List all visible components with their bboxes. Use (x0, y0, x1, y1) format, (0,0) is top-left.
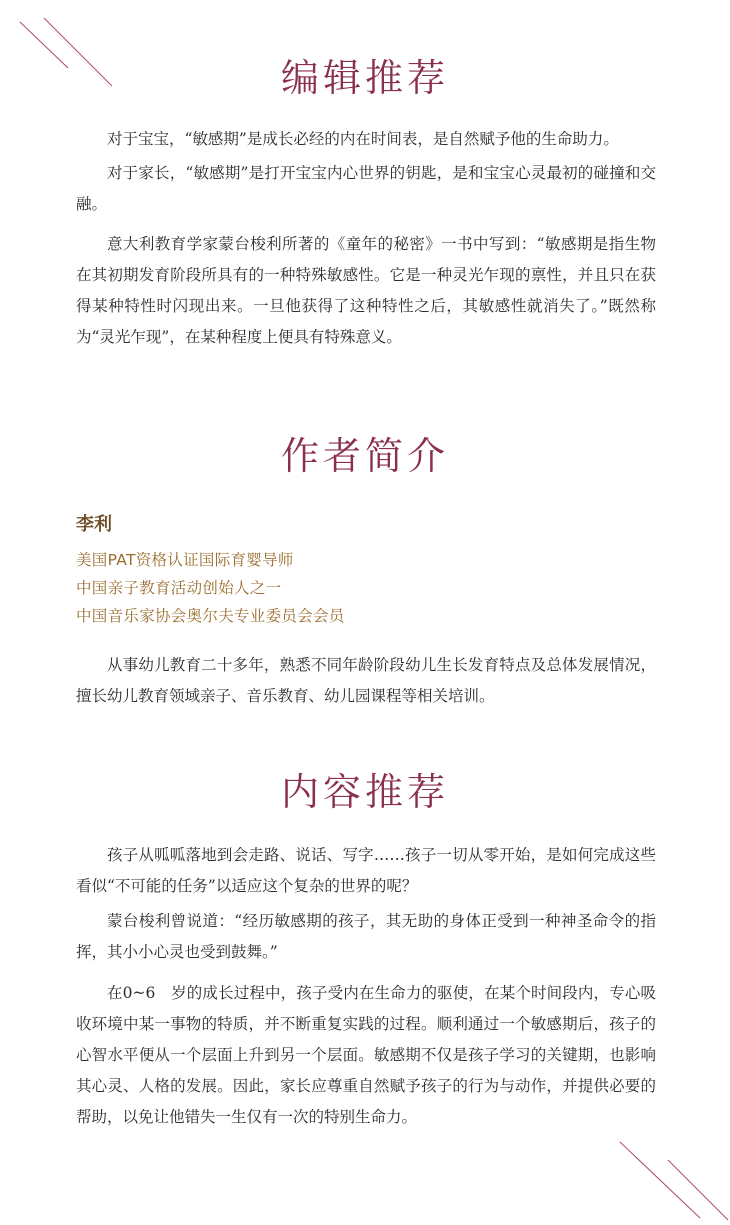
credential-item: 美国PAT资格认证国际育婴导师 (76, 551, 294, 569)
content-paragraph-3: 在0~6 岁的成长过程中，孩子受内在生命力的驱使，在某个时间段内，专心吸收环境中某一事物的特质，并不断重复实践的过程。顺利通过一个敏感期后，孩子的心智水平便从一个层面上升到另一个层面。敏感期不仅是孩子学习的关键期，也影响其心灵、人格的发展。因此，家长应尊重自然赋予孩子的行为与动作，并提供必要的帮助，以免让他错失一生仅有一次的特别生命力。 (76, 984, 656, 1126)
author-credentials (76, 546, 345, 630)
content-paragraph-2: 蒙台梭利曾说道：“经历敏感期的孩子，其无助的身体正受到一种神圣命令的指挥，其小小心灵也受到鼓舞。” (76, 912, 656, 961)
section-title-editor-recommendation: 编辑推荐 (280, 56, 449, 100)
decor-line-bottom-2 (668, 1160, 728, 1220)
editor-paragraph-2: 对于家长，“敏感期”是打开宝宝内心世界的钥匙，是和宝宝心灵最初的碰撞和交融。 (76, 164, 656, 213)
credential-item: 中国亲子教育活动创始人之一 (76, 579, 282, 597)
editor-paragraph-1: 对于宝宝，“敏感期”是成长必经的内在时间表，是自然赋予他的生命助力。 (107, 130, 619, 148)
author-bio: 从事幼儿教育二十多年，熟悉不同年龄阶段幼儿生长发育特点及总体发展情况，擅长幼儿教育领域亲子、音乐教育、幼儿园课程等相关培训。 (76, 656, 656, 705)
section-title-content-recommendation: 内容推荐 (280, 770, 449, 814)
editor-paragraph-3: 意大利教育学家蒙台梭利所著的《童年的秘密》一书中写到：“敏感期是指生物在其初期发育阶段所具有的一种特殊敏感性。它是一种灵光乍现的禀性，并且只在获得某种特性时闪现出来。一旦他获得了这种特性之后，其敏感性就消失了。”既然称为“灵光乍现”，在某种程度上便具有特殊意义。 (76, 235, 656, 346)
credential-item: 中国音乐家协会奥尔夫专业委员会会员 (76, 607, 345, 625)
decor-line-bottom-1 (620, 1142, 700, 1218)
section-title-author-intro: 作者简介 (280, 434, 449, 478)
author-name: 李利 (76, 514, 112, 535)
content-paragraph-1: 孩子从呱呱落地到会走路、说话、写字……孩子一切从零开始，是如何完成这些看似“不可能的任务”以适应这个复杂的世界的呢？ (76, 846, 656, 895)
